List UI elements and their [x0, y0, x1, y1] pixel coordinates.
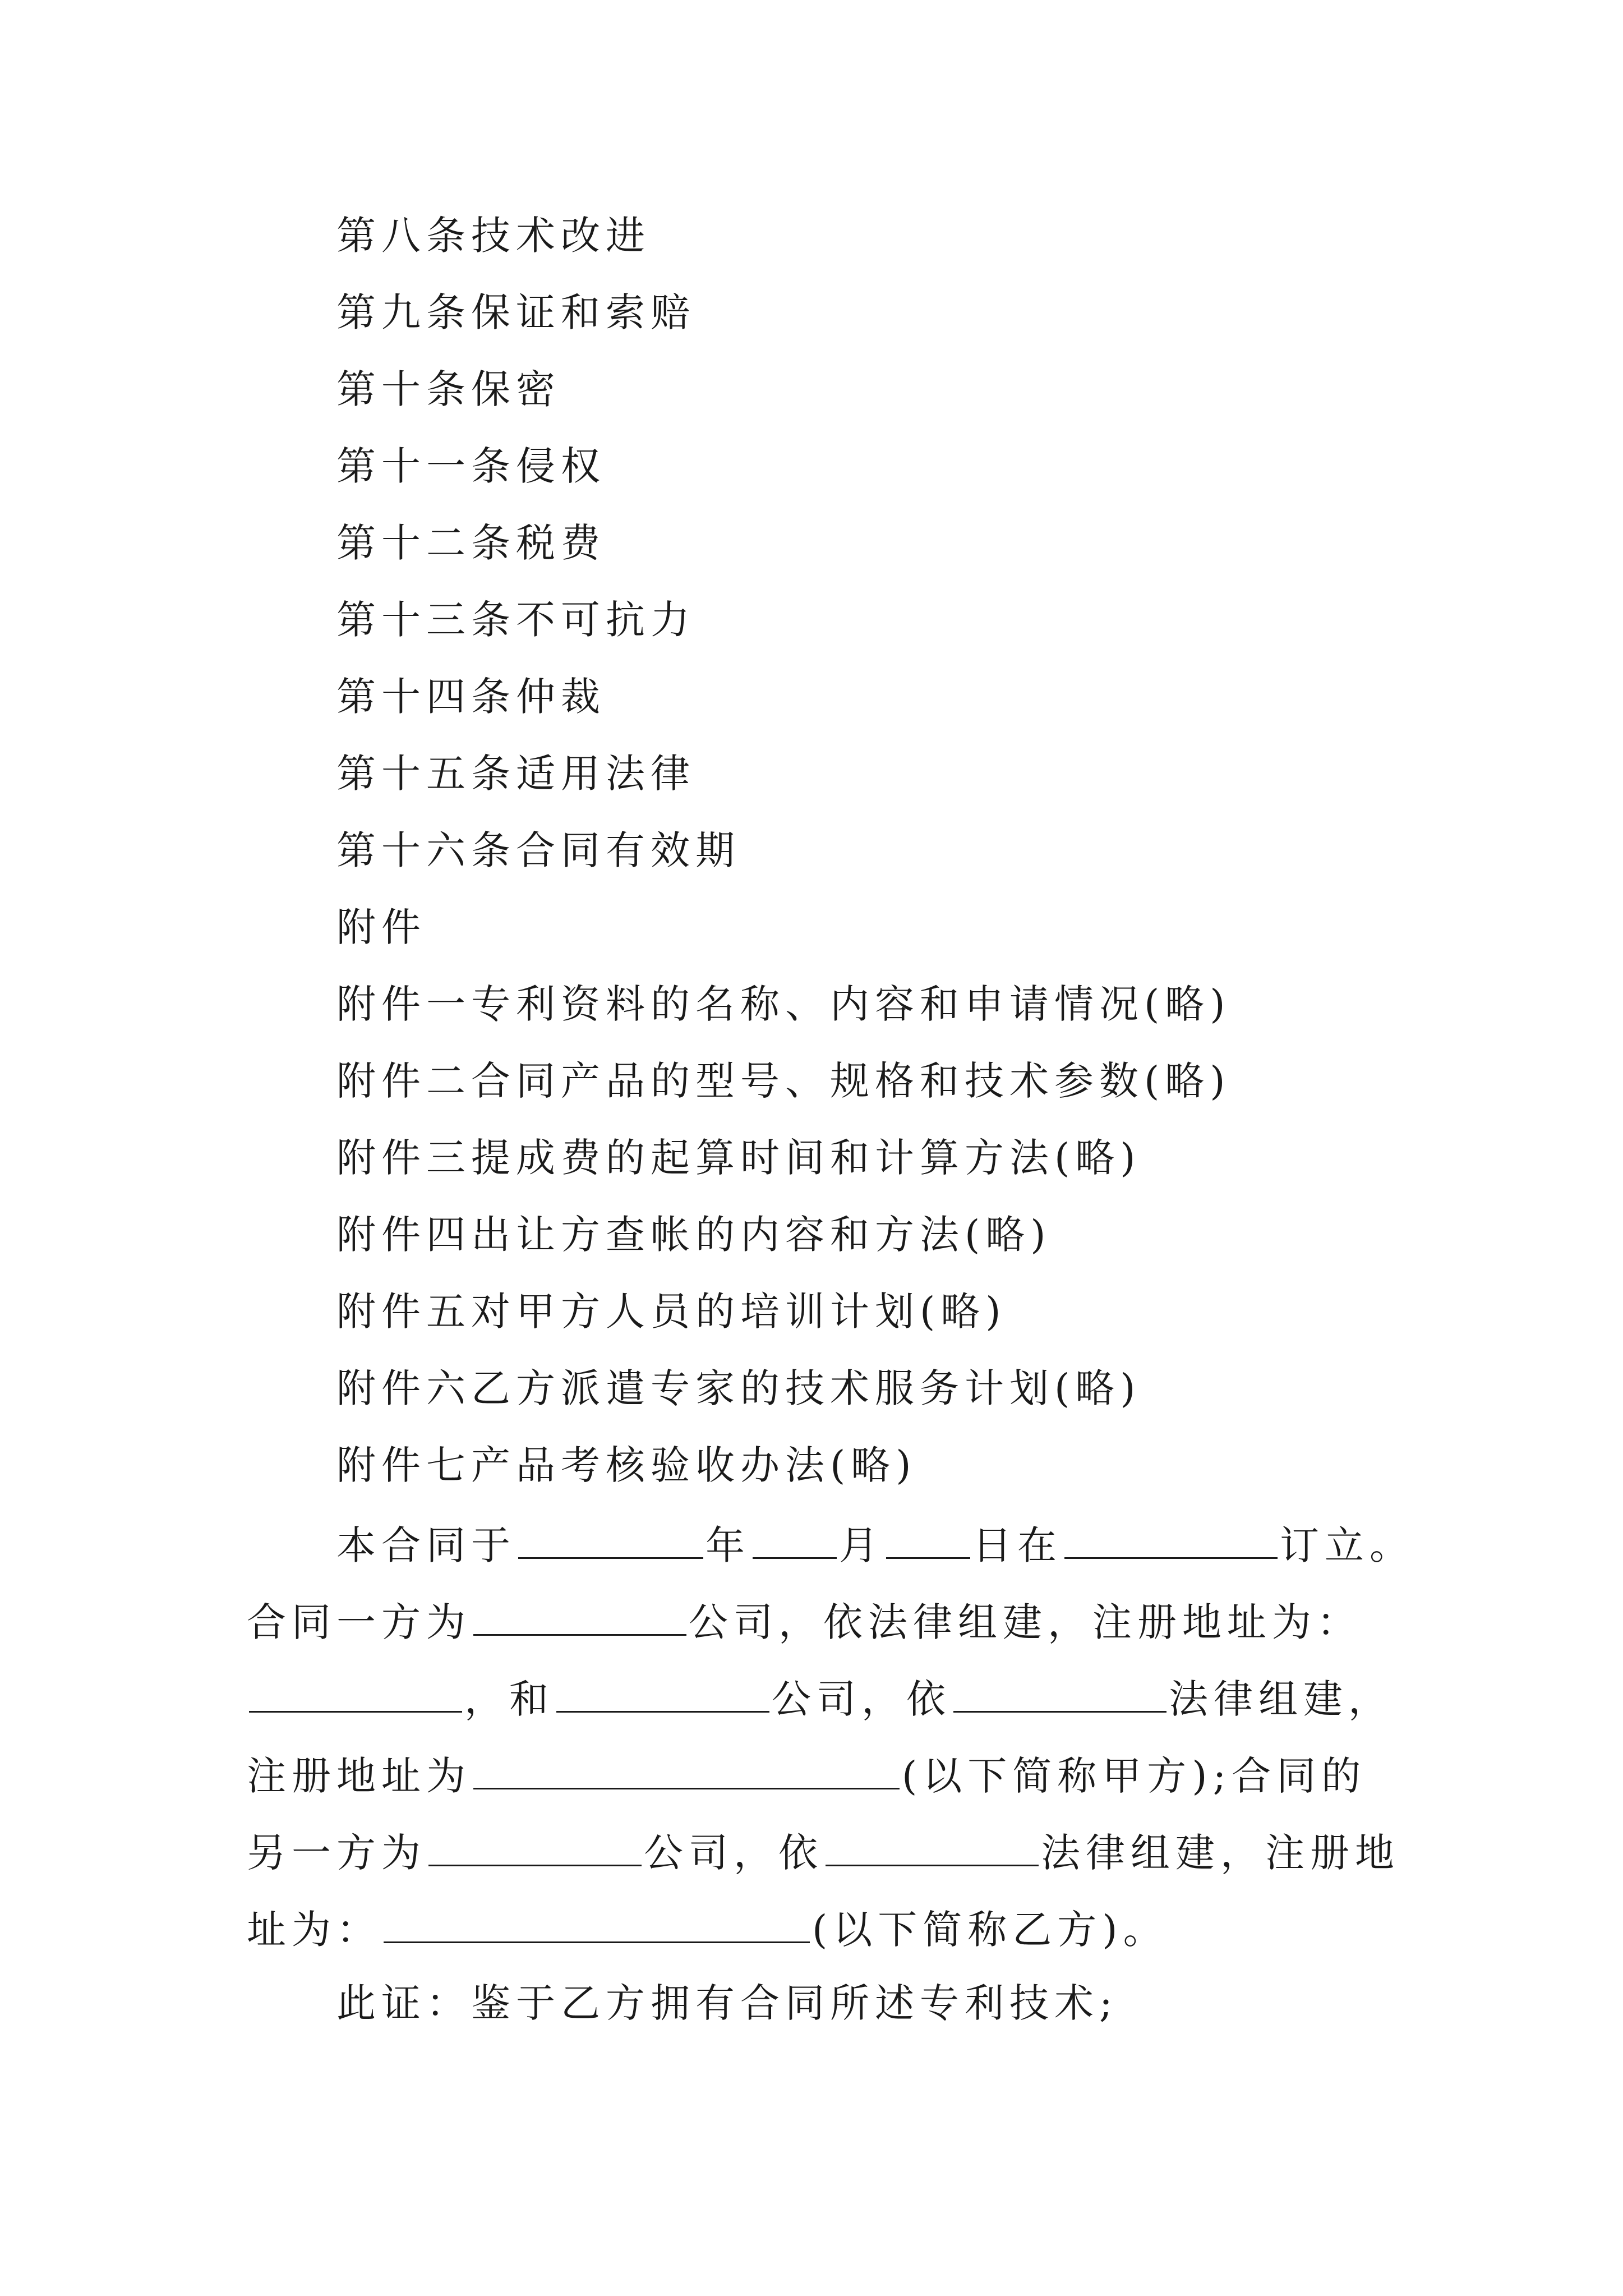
blank-field[interactable]: [473, 1599, 686, 1636]
toc-item-appendix-2: 附件二合同产品的型号、规格和技术参数(略): [336, 1058, 1231, 1104]
contract-text: 本合同于: [336, 1522, 516, 1568]
contract-line-6: [247, 1907, 1168, 1953]
toc-item-article-12: 第十二条税费: [336, 520, 606, 566]
blank-field[interactable]: [826, 1830, 1039, 1866]
blank-field[interactable]: [1064, 1522, 1278, 1559]
contract-text: 年: [706, 1522, 750, 1568]
toc-item-appendix: 附件: [336, 904, 426, 950]
toc-item-appendix-6: 附件六乙方派遣专家的技术服务计划(略): [336, 1365, 1141, 1411]
blank-field[interactable]: [753, 1522, 837, 1559]
toc-item-article-8: 第八条技术改进: [336, 213, 651, 259]
contract-text: (以下简称乙方)。: [812, 1907, 1168, 1953]
contract-text: 法律组建，: [1169, 1676, 1393, 1722]
blank-field[interactable]: [473, 1753, 900, 1789]
blank-field[interactable]: [428, 1830, 642, 1866]
contract-text: 址为：: [247, 1907, 381, 1953]
blank-field[interactable]: [384, 1907, 810, 1943]
contract-text: ，和: [464, 1676, 554, 1722]
toc-item-article-16: 第十六条合同有效期: [336, 827, 740, 873]
blank-field[interactable]: [556, 1676, 769, 1713]
toc-item-appendix-7: 附件七产品考核验收办法(略): [336, 1442, 917, 1488]
contract-text: 公司，依: [644, 1830, 823, 1876]
toc-item-appendix-4: 附件四出让方查帐的内容和方法(略): [336, 1212, 1052, 1258]
blank-field[interactable]: [518, 1522, 703, 1559]
contract-text: 日在: [972, 1522, 1062, 1568]
toc-item-appendix-1: 附件一专利资料的名称、内容和申请情况(略): [336, 981, 1231, 1027]
contract-line-2: [247, 1599, 1362, 1645]
toc-item-article-9: 第九条保证和索赔: [336, 289, 695, 335]
contract-text: 公司，依: [772, 1676, 951, 1722]
toc-item-appendix-3: 附件三提成费的起算时间和计算方法(略): [336, 1135, 1141, 1181]
contract-text: 注册地址为: [247, 1753, 471, 1799]
contract-text: 订立。: [1280, 1522, 1414, 1568]
toc-item-article-14: 第十四条仲裁: [336, 674, 606, 720]
toc-item-article-15: 第十五条适用法律: [336, 751, 695, 797]
contract-text: 合同一方为: [247, 1599, 471, 1645]
contract-text: 另一方为: [247, 1830, 426, 1876]
contract-line-5: [247, 1830, 1400, 1876]
blank-field[interactable]: [953, 1676, 1166, 1713]
contract-text: 公司，依法律组建，注册地址为：: [689, 1599, 1362, 1645]
toc-item-appendix-5: 附件五对甲方人员的培训计划(略): [336, 1289, 1007, 1335]
blank-field[interactable]: [249, 1676, 462, 1713]
contract-text: 法律组建，注册地: [1041, 1830, 1400, 1876]
toc-item-article-11: 第十一条侵权: [336, 443, 606, 489]
contract-text: (以下简称甲方);合同的: [902, 1753, 1367, 1799]
witness-paragraph: 此证：鉴于乙方拥有合同所述专利技术;: [336, 1980, 1118, 2026]
contract-line-4: [247, 1753, 1367, 1799]
toc-item-article-10: 第十条保密: [336, 366, 561, 412]
contract-text: 月: [839, 1522, 884, 1568]
toc-item-article-13: 第十三条不可抗力: [336, 597, 695, 643]
blank-field[interactable]: [886, 1522, 970, 1559]
contract-line-3: [247, 1676, 1393, 1722]
contract-line-1: [336, 1522, 1414, 1568]
